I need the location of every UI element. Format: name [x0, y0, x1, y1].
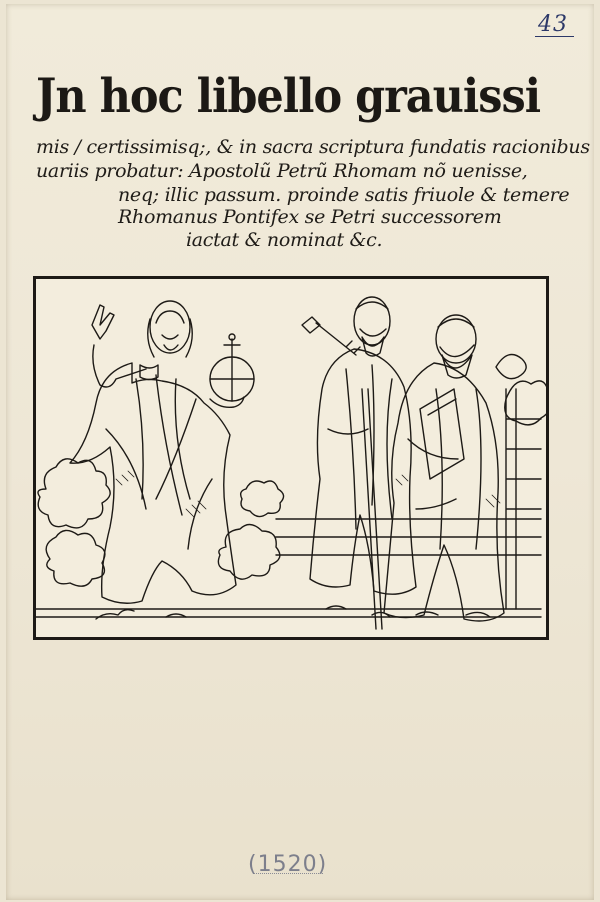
text-line-5: iactat & nominat &c. [186, 229, 383, 251]
folio-number: 43 [538, 12, 568, 37]
christ-figure [38, 301, 284, 619]
text-line-2: uariis probatur: Apostolũ Petrũ Rhomam nõ uenisse, [36, 160, 528, 182]
page-title: Jn hoc libello grauissi [36, 69, 541, 124]
text-line-4: Rhomanus Pontifex se Petri successorem [118, 206, 502, 228]
woodcut-illustration [33, 276, 549, 640]
handwritten-date-note: (1520) [248, 852, 328, 877]
text-line-3: neq; illic passum. proinde satis friuole & temere [118, 184, 570, 206]
woodcut-drawing [36, 279, 546, 637]
peter-figure [302, 297, 416, 629]
text-line-1: mis / certissimisq;, & in sacra scriptura fundatis racionibus [36, 136, 590, 158]
paul-figure [384, 315, 504, 621]
